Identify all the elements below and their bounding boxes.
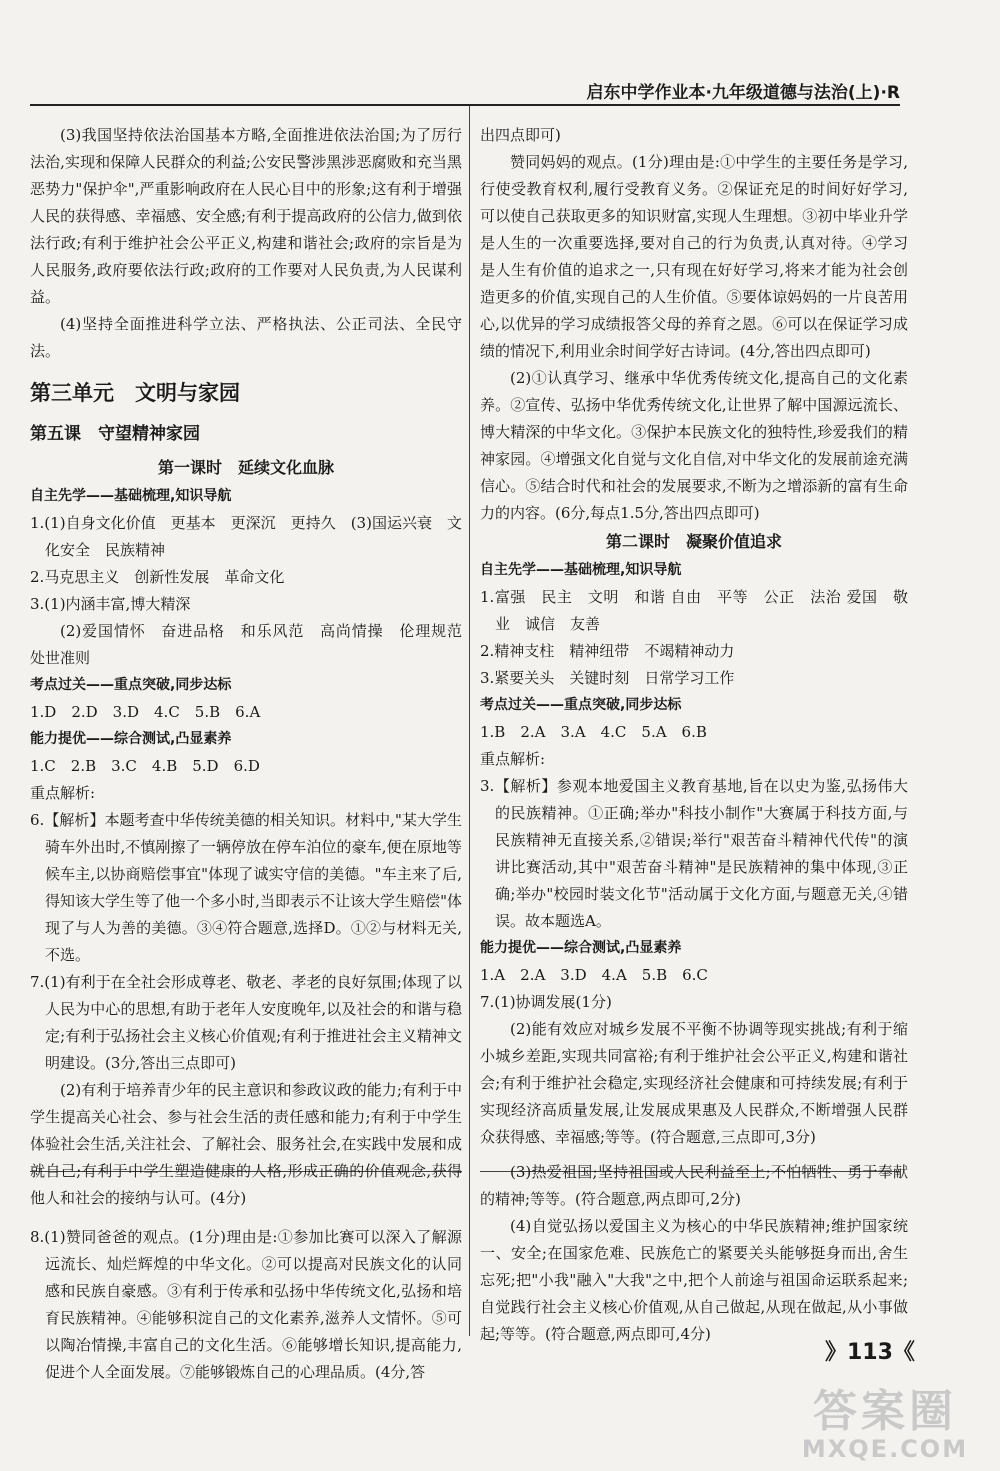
answer-line: 1.(1)自身文化价值 更基本 更深沉 更持久 (3)国运兴衰 文化安全 民族精神 (30, 514, 462, 559)
session-title: 第一课时 延续文化血脉 (157, 458, 334, 477)
answer-line: 3.紧要关头 关键时刻 日常学习工作 (480, 669, 735, 687)
question-7-answer: 7.(1)协调发展(1分) (480, 993, 612, 1011)
header-rule (30, 104, 900, 106)
lesson-title: 第五课 守望精神家园 (30, 424, 200, 444)
answer-line: 1.A 2.A 3.D 4.A 5.B 6.C (480, 966, 708, 984)
section-label: 自主先学——基础梳理,知识导航 (30, 488, 232, 504)
right-column (480, 122, 908, 1348)
page-header: 启东中学作业本·九年级道德与法治(上)·R (586, 83, 900, 103)
analysis-paragraph: 6.【解析】本题考查中华传统美德的相关知识。材料中,"某大学生骑车外出时,不慎剐擦了一辆停放在停车泊位的豪车,便在原地等候车主,以协商赔偿事宜"体现了诚实守信的美德。"车主来了后,得知该大学生等了他一个多小时,当即表示不让该大学生赔偿"体现了与人为善的美德。③④符合题意,选择D。①②与材料无关,不选。 (30, 811, 462, 964)
answer-line: 1.B 2.A 3.A 4.C 5.A 6.B (480, 723, 707, 741)
section-label: 能力提优——综合测试,凸显素养 (30, 731, 232, 747)
unit-title: 第三单元 文明与家园 (30, 381, 240, 405)
section-label: 能力提优——综合测试,凸显素养 (480, 940, 682, 956)
analysis-paragraph: (2)有利于培养青少年的民主意识和参政议政的能力;有利于中学生提高关心社会、参与社会生活的责任感和能力;有利于中学生体验社会生活,关注社会、了解社会、服务社会,在实践中发展和成就自己;有利于中学生塑造健康的人格,形成正确的价值观念,获得他人和社会的接纳与认可。(4分) (30, 1081, 462, 1207)
analysis-label: 重点解析: (30, 784, 96, 802)
paragraph: (2)①认真学习、继承中华优秀传统文化,提高自己的文化素养。②宣传、弘扬中华优秀传统文化,让世界了解中国源远流长、博大精深的中华文化。③保护本民族文化的独特性,珍爱我们的精神家园。④增强文化自觉与文化自信,对中华文化的发展前途充满信心。⑤结合时代和社会的发展要求,不断为之增添新的富有生命力的内容。(6分,每点1.5分,答出四点即可) (480, 369, 908, 522)
question-8-answer: 8.(1)赞同爸爸的观点。(1分)理由是:①参加比赛可以深入了解源远流长、灿烂辉煌的中华文化。②可以提高对民族文化的认同感和民族自豪感。③有利于传承和弘扬中华传统文化,弘扬和培育民族精神。④能够积淀自己的文化素养,滋养人文情怀。⑤可以陶冶情操,丰富自己的文化生活。⑥能够增长知识,提高能力,促进个人全面发展。⑦能够锻炼自己的心理品质。(4分,答 (30, 1228, 462, 1381)
answer-line: 2.精神支柱 精神纽带 不竭精神动力 (480, 642, 735, 660)
answer-line: 1.富强 民主 文明 和谐 自由 平等 公正 法治 爱国 敬业 诚信 友善 (480, 588, 908, 633)
watermark-logo (780, 1388, 990, 1464)
answer-line: 1.C 2.B 3.C 4.B 5.D 6.D (30, 757, 260, 775)
question-7-answer: (4)自觉弘扬以爱国主义为核心的中华民族精神;维护国家统一、安全;在国家危难、民族危亡的紧要关头能够挺身而出,舍生忘死;把"小我"融入"大我"之中,把个人前途与祖国命运联系起来;自觉践行社会主义核心价值观,从自己做起,从现在做起,从小事做起;等等。(符合题意,两点即可,4分) (480, 1217, 908, 1343)
session-title: 第二课时 凝聚价值追求 (605, 532, 782, 551)
section-label: 自主先学——基础梳理,知识导航 (480, 562, 682, 578)
answer-line: 3.(1)内涵丰富,博大精深 (30, 595, 191, 613)
question-7-answer: (2)能有效应对城乡发展不平衡不协调等现实挑战;有利于缩小城乡差距,实现共同富裕;有利于维护社会公平正义,构建和谐社会;有利于维护社会稳定,实现经济社会健康和可持续发展;有利于实现经济高质量发展,让发展成果惠及人民群众,不断增强人民群众获得感、幸福感;等等。(符合题意,三点即可,3分) (480, 1020, 908, 1146)
question-7-answer: (3)热爱祖国;坚持祖国或人民利益至上;不怕牺牲、勇于奉献的精神;等等。(符合题意,两点即可,2分) (480, 1163, 908, 1208)
paragraph: (3)我国坚持依法治国基本方略,全面推进依法治国;为了厉行法治,实现和保障人民群众的利益;公安民警涉黑涉恶腐败和充当黑恶势力"保护伞",严重影响政府在人民心目中的形象;这有利于增强人民的获得感、幸福感、安全感;有利于提高政府的公信力,做到依法行政;有利于维护社会公平正义,构建和谐社会;政府的宗旨是为人民服务,政府要依法行政;政府的工作要对人民负责,为人民谋利益。 (30, 126, 462, 306)
answer-line: 2.马克思主义 创新性发展 革命文化 (30, 568, 285, 586)
watermark-url: MXQE.COM (801, 1435, 969, 1463)
column-divider (469, 106, 470, 1336)
page-number: 》113《 (825, 1340, 915, 1365)
paragraph: (4)坚持全面推进科学立法、严格执法、公正司法、全民守法。 (30, 315, 462, 360)
analysis-label: 重点解析: (480, 750, 546, 768)
paragraph: 出四点即可) (480, 126, 561, 144)
answer-line: (2)爱国情怀 奋进品格 和乐风范 高尚情操 伦理规范 处世准则 (30, 622, 478, 667)
analysis-paragraph: 7.(1)有利于在全社会形成尊老、敬老、孝老的良好氛围;体现了以人民为中心的思想,有助于老年人安度晚年,以及社会的和谐与稳定;有利于弘扬社会主义核心价值观;有利于推进社会主义精神文明建设。(3分,答出三点即可) (30, 973, 462, 1072)
watermark-text: 答案圈 (813, 1386, 957, 1437)
answer-line: 1.D 2.D 3.D 4.C 5.B 6.A (30, 703, 261, 721)
section-label: 考点过关——重点突破,同步达标 (30, 677, 232, 693)
analysis-paragraph: 3.【解析】参观本地爱国主义教育基地,旨在以史为鉴,弘扬伟大的民族精神。①正确;举办"科技小制作"大赛属于科技方面,与民族精神无直接关系,②错误;举行"艰苦奋斗精神代代传"的演讲比赛活动,其中"艰苦奋斗精神"是民族精神的集中体现,③正确;举办"校园时装文化节"活动属于文化方面,与题意无关,④错误。故本题选A。 (480, 777, 908, 930)
left-column (30, 122, 478, 1386)
paragraph: 赞同妈妈的观点。(1分)理由是:①中学生的主要任务是学习,行使受教育权利,履行受教育义务。②保证充足的时间好好学习,可以使自己获取更多的知识财富,实现人生理想。③初中毕业升学是人生的一次重要选择,要对自己的行为负责,认真对待。④学习是人生有价值的追求之一,只有现在好好学习,将来才能为社会创造更多的价值,实现自己的人生价值。⑤要体谅妈妈的一片良苦用心,以优异的学习成绩报答父母的养育之恩。⑥可以在保证学习成绩的情况下,利用业余时间学好古诗词。(4分,答出四点即可) (480, 153, 908, 360)
section-label: 考点过关——重点突破,同步达标 (480, 697, 682, 713)
